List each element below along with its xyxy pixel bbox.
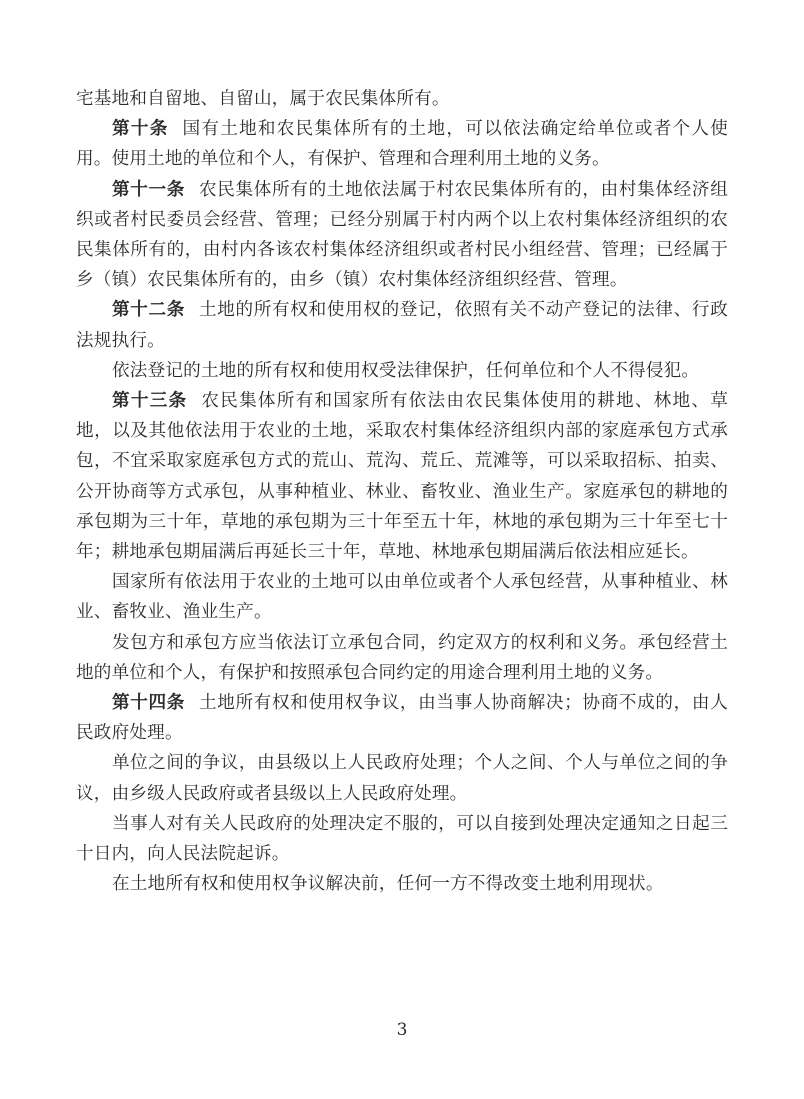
page-number: 3 bbox=[396, 1020, 408, 1040]
paragraph bbox=[76, 84, 728, 114]
paragraph bbox=[76, 356, 728, 386]
article-10 bbox=[76, 114, 728, 174]
paragraph bbox=[76, 869, 728, 899]
paragraph-text: 当事人对有关人民政府的处理决定不服的，可以自接到处理决定通知之日起三十日内，向人民法院起诉。 bbox=[76, 813, 728, 865]
article-heading: 第十三条 bbox=[112, 390, 188, 412]
paragraph-text: 农民集体所有和国家所有依法由农民集体使用的耕地、林地、草地，以及其他依法用于农业的土地，采取农村集体经济组织内部的家庭承包方式承包，不宜采取家庭承包方式的荒山、荒沟、荒丘、荒滩等，可以采取招标、拍卖、公开协商等方式承包，从事种植业、林业、畜牧业、渔业生产。家庭承包的耕地的承包期为三十年，草地的承包期为三十年至五十年，林地的承包期为三十年至七十年；耕地承包期届满后再延长三十年，草地、林地承包期届满后依法相应延长。 bbox=[76, 391, 728, 563]
paragraph bbox=[76, 809, 728, 869]
paragraph-text: 在土地所有权和使用权争议解决前，任何一方不得改变土地利用现状。 bbox=[112, 874, 664, 895]
paragraph-text: 国家所有依法用于农业的土地可以由单位或者个人承包经营，从事种植业、林业、畜牧业、渔业生产。 bbox=[76, 572, 728, 623]
paragraph-text: 土地的所有权和使用权的登记，依照有关不动产登记的法律、行政法规执行。 bbox=[76, 300, 728, 351]
paragraph-text: 农民集体所有的土地依法属于村农民集体所有的，由村集体经济组织或者村民委员会经营、管理；已经分别属于村内两个以上农村集体经济组织的农民集体所有的，由村内各该农村集体经济组织或者村民小组经营、管理；已经属于乡（镇）农民集体所有的，由乡（镇）农村集体经济组织经营、管理。 bbox=[76, 179, 728, 291]
paragraph bbox=[76, 567, 728, 627]
article-heading: 第十二条 bbox=[112, 299, 186, 321]
article-12 bbox=[76, 295, 728, 355]
paragraph bbox=[76, 628, 728, 688]
paragraph-text: 单位之间的争议，由县级以上人民政府处理；个人之间、个人与单位之间的争议，由乡级人民政府或者县级以上人民政府处理。 bbox=[76, 753, 728, 804]
paragraph-text: 国有土地和农民集体所有的土地，可以依法确定给单位或者个人使用。使用土地的单位和个人，有保护、管理和合理利用土地的义务。 bbox=[76, 119, 728, 170]
article-heading: 第十四条 bbox=[112, 692, 186, 714]
article-heading: 第十条 bbox=[112, 118, 169, 140]
article-14 bbox=[76, 688, 728, 748]
article-13 bbox=[76, 386, 728, 567]
paragraph-text: 土地所有权和使用权争议，由当事人协商解决；协商不成的，由人民政府处理。 bbox=[76, 693, 728, 744]
article-heading: 第十一条 bbox=[112, 178, 186, 200]
paragraph-text: 发包方和承包方应当依法订立承包合同，约定双方的权利和义务。承包经营土地的单位和个人，有保护和按照承包合同约定的用途合理利用土地的义务。 bbox=[76, 632, 728, 683]
paragraph bbox=[76, 748, 728, 808]
document-body bbox=[76, 84, 728, 899]
paragraph-text: 依法登记的土地的所有权和使用权受法律保护，任何单位和个人不得侵犯。 bbox=[112, 360, 700, 381]
article-11 bbox=[76, 175, 728, 296]
paragraph-text: 宅基地和自留地、自留山，属于农民集体所有。 bbox=[76, 89, 450, 109]
